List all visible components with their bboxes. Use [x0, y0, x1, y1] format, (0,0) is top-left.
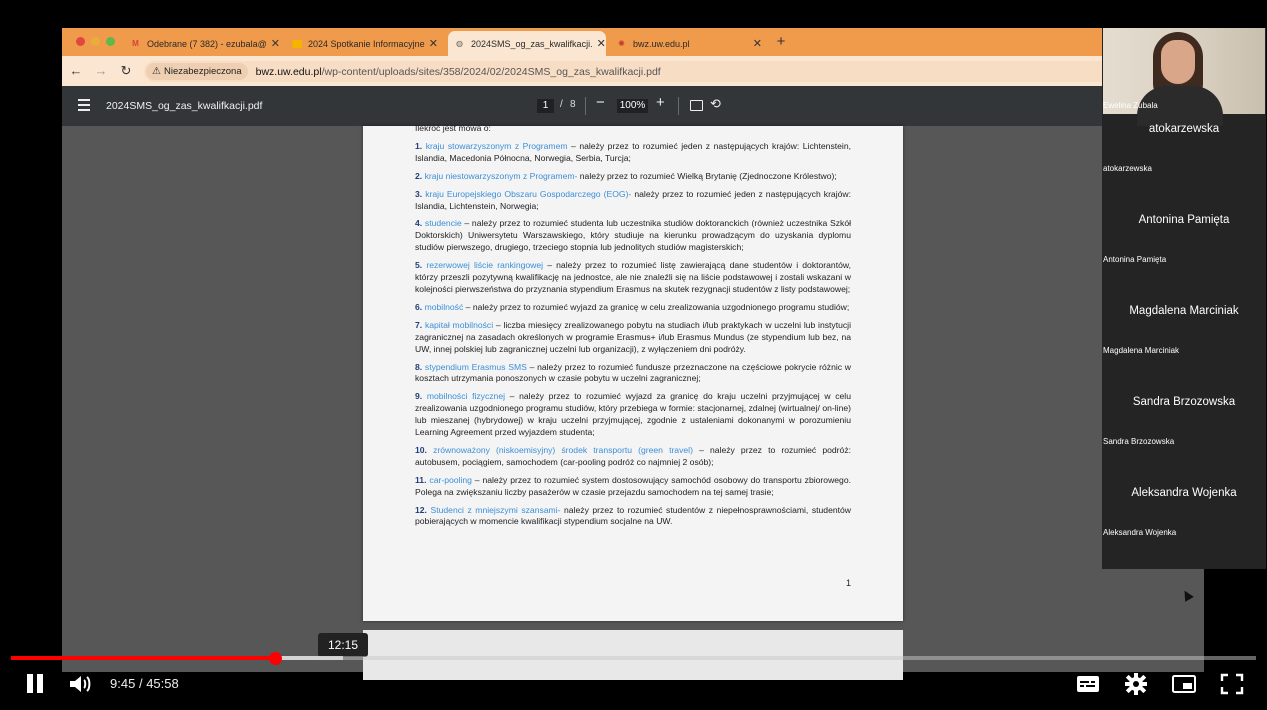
fullscreen-icon[interactable]: [1219, 672, 1245, 696]
participant-label: Antonina Pamięta: [1103, 255, 1167, 264]
url-text[interactable]: [256, 66, 661, 78]
definition-text: – należy przez to rozumieć wyjazd za granicę do kraju uczelni przyjmującej w celu zrealizowania uzgodnionego programu studiów, który przebiega w formie: stacjonarnej, zdalnej (wirtualnej/ on-line) lub mieszanej (hybrydowej) w kraju uczelni przyjmującej, zgodnie z ustaleniami dokonanymi w porozumieniu Learning Agreement przed wyjazdem studenta;: [415, 391, 851, 438]
window-maximize-dot[interactable]: [106, 37, 115, 46]
definition-item: [415, 445, 851, 469]
definition-text: – należy przez to rozumieć podróż: autobusem, pociągiem, samochodem (car-pooling podróż co najmniej 2 osób);: [415, 444, 852, 467]
menu-icon[interactable]: [78, 99, 90, 111]
tab-label: Odebrane (7 382) - ezubala@: [147, 38, 267, 49]
browser-toolbar: [62, 56, 1204, 86]
definition-item: [415, 218, 851, 254]
participant-gallery: [1102, 28, 1266, 569]
browser-tab-bar: [62, 28, 1204, 56]
zoom-out-button[interactable]: −: [596, 94, 605, 111]
toolbar-divider: [678, 97, 679, 115]
miniplayer-icon[interactable]: [1171, 672, 1197, 696]
security-label: Niezabezpieczona: [163, 66, 242, 77]
volume-icon[interactable]: [67, 672, 93, 696]
self-name-label: Ewelina Zubala: [1103, 101, 1158, 110]
definition-term: mobilność: [424, 301, 464, 312]
definition-term: kapitał mobilności: [424, 319, 494, 330]
definition-text: – należy przez to rozumieć studenta lub uczestnika studiów doktoranckich (również uczestnika Szkół Doktorskich) Uniwersytetu Warszawskiego, który studiuje na kierunku prowadzącym do uzyskania dyplomu studiów pierwszego, drugiego, trzeciego stopnia lub jednolitych studiów magisterskich;: [415, 218, 852, 253]
seek-time-tooltip: 12:15: [318, 633, 368, 657]
security-indicator[interactable]: [146, 63, 248, 80]
window-close-dot[interactable]: [76, 37, 85, 46]
browser-tab-slides[interactable]: [286, 31, 444, 56]
definition-term: studencie: [424, 218, 462, 229]
definition-term: mobilności fizycznej: [426, 391, 506, 402]
tab-label: 2024 Spotkanie Informacyjne: [308, 38, 425, 49]
definition-term: stypendium Erasmus SMS: [424, 361, 527, 372]
slides-icon: [292, 40, 302, 48]
definition-number: 2.: [415, 170, 423, 181]
played-bar: [11, 656, 275, 660]
close-tab-icon[interactable]: ✕: [270, 38, 280, 50]
address-bar[interactable]: [144, 61, 1204, 82]
definition-item: [415, 505, 851, 529]
page-separator: /: [560, 99, 563, 110]
participant-label: Aleksandra Wojenka: [1103, 528, 1177, 537]
url-host: bwz.uw.edu.pl: [255, 65, 322, 78]
pause-button[interactable]: [24, 673, 44, 695]
definition-number: 4.: [415, 218, 423, 229]
definition-number: 6.: [415, 301, 423, 312]
definition-item: [415, 475, 851, 499]
fit-page-icon[interactable]: [690, 100, 703, 111]
definition-text: – liczba miesięcy zrealizowanego pobytu na studiach i/lub praktykach w uczelni lub instytucji zagranicznej na zasadach określonych w programie Erasmus+ i/lub Erasmus Mundus (ze stypendium lub bez, na UW, innej polskiej lub zagranicznej uczelni lub organizacji), z wyłączeniem dni podróży.: [415, 319, 852, 354]
time-separator: /: [138, 676, 143, 691]
page-total: 8: [570, 99, 576, 110]
definition-number: 9.: [415, 391, 423, 402]
close-tab-icon[interactable]: ✕: [428, 38, 438, 50]
participant-label: Sandra Brzozowska: [1103, 437, 1175, 446]
rotate-icon[interactable]: ⟲: [710, 96, 721, 111]
definition-term: car-pooling: [429, 474, 472, 485]
definition-item: [415, 171, 851, 183]
duration: 45:58: [146, 676, 179, 691]
scrubber-handle[interactable]: [269, 652, 282, 665]
page-footer-number: 1: [846, 578, 852, 588]
pdf-viewport[interactable]: [62, 123, 1204, 672]
participant-tile-name: atokarzewska: [1148, 123, 1220, 135]
definition-item: [415, 391, 851, 439]
definition-text: należy przez to rozumieć Wielką Brytanię (Zjednoczone Królestwo);: [577, 170, 837, 181]
browser-tab-gmail[interactable]: [124, 31, 282, 56]
close-tab-icon[interactable]: ✕: [596, 38, 606, 50]
pdf-title: 2024SMS_og_zas_kwalifkacji.pdf: [106, 100, 263, 112]
zoom-in-button[interactable]: +: [656, 94, 665, 111]
definition-text: – należy przez to rozumieć fundusze przeznaczone na częściowe pokrycie różnic w kosztach utrzymania ponoszonych w czasie pobytu w uczelni zagranicznej;: [415, 361, 851, 384]
definition-item: [415, 141, 851, 165]
back-arrow-icon[interactable]: ←: [69, 63, 83, 78]
definition-number: 10.: [415, 444, 427, 455]
browser-tab-pdf[interactable]: [448, 31, 606, 56]
definition-number: 5.: [415, 260, 423, 271]
window-minimize-dot[interactable]: [91, 37, 100, 46]
definition-number: 7.: [415, 319, 423, 330]
gmail-icon: M: [132, 39, 139, 48]
tab-label: bwz.uw.edu.pl: [633, 38, 690, 49]
tab-label: 2024SMS_og_zas_kwalifkacji.: [471, 38, 593, 49]
forward-arrow-icon[interactable]: →: [94, 63, 108, 78]
browser-tab-bwz[interactable]: [610, 31, 768, 56]
url-path: /wp-content/uploads/sites/358/2024/02/2024SMS_og_zas_kwalifkacji.pdf: [321, 65, 661, 78]
definition-text: – należy przez to rozumieć listę zawierającą dane studentów i doktorantów, którzy przeszli pozytywną kwalifikację na jednostce, ale nie znaleźli się na liście podstawowej i zostali wskazani w kolejności pierwszeństwa do przyznania stypendium Erasmus na skutek rezygnacji studentów z listy podstawowej;: [415, 260, 851, 294]
participant-tile-name: Aleksandra Wojenka: [1131, 487, 1237, 499]
definition-item: [415, 302, 851, 314]
definition-item: [415, 362, 851, 386]
definition-term: kraju niestowarzyszonym z Programem-: [424, 170, 578, 181]
new-tab-button[interactable]: +: [776, 33, 786, 50]
definition-item: [415, 189, 851, 213]
reload-icon[interactable]: ↻: [120, 63, 132, 78]
definition-number: 8.: [415, 361, 423, 372]
definition-term: kraju stowarzyszonym z Programem: [425, 140, 568, 151]
definition-number: 12.: [415, 504, 427, 515]
document-intro: Ilekroć jest mowa o:: [415, 123, 491, 133]
definition-term: kraju Europejskiego Obszaru Gospodarczego (EOG)-: [425, 188, 632, 199]
pdf-toolbar: [62, 86, 1204, 126]
time-display: [110, 676, 179, 691]
shared-screen: [62, 28, 1239, 672]
participant-label: Magdalena Marciniak: [1103, 346, 1180, 355]
zoom-level-input[interactable]: 100%: [617, 99, 648, 113]
warning-icon: ⚠: [152, 66, 161, 77]
definition-text: – należy przez to rozumieć system dostosowujący samochód osobowy do transportu zbiorowego. Polega na zwiększaniu liczby pasażerów w czasie przejazdu samochodem na tej samej trasie;: [415, 474, 852, 497]
pdf-page-next: [363, 630, 903, 680]
globe-icon: ◍: [456, 39, 463, 48]
definition-term: rezerwowej liście rankingowej: [426, 260, 544, 271]
toolbar-divider: [585, 97, 586, 115]
definition-number: 1.: [415, 140, 423, 151]
definition-term: Studenci z mniejszymi szansami-: [430, 504, 561, 515]
page-number-input[interactable]: 1: [537, 99, 554, 113]
pdf-page: [363, 123, 903, 621]
participant-tile-name: Antonina Pamięta: [1138, 214, 1230, 226]
definition-number: 3.: [415, 188, 423, 199]
document-text: [415, 123, 851, 534]
sun-icon: ✺: [618, 39, 625, 48]
definition-text: należy przez to rozumieć jeden z następujących krajów: Islandia, Lichtenstein, Norwegia;: [415, 188, 851, 211]
definition-term: zrównoważony (niskoemisyjny) środek transportu (green travel): [433, 444, 693, 455]
definition-number: 11.: [415, 474, 427, 485]
participant-tile-name: Sandra Brzozowska: [1132, 396, 1236, 408]
participant-tile-name: Magdalena Marciniak: [1129, 305, 1239, 317]
definition-item: [415, 320, 851, 356]
close-tab-icon[interactable]: ✕: [752, 38, 762, 50]
definition-text: – należy przez to rozumieć jeden z następujących krajów: Lichtenstein, Islandia, Macedonia Północna, Norwegia, Serbia, Turcja;: [415, 140, 852, 163]
settings-gear-icon[interactable]: [1123, 672, 1149, 696]
subtitles-icon[interactable]: [1075, 672, 1101, 696]
definition-text: należy przez to rozumieć studentów z niepełnosprawnościami, studentów pobierających w momencie kwalifikacji stypendium socjalne na UW.: [415, 504, 852, 527]
definition-text: – należy przez to rozumieć wyjazd za granicę w celu zrealizowania uzgodnionego programu studiów;: [463, 301, 850, 312]
current-time: 9:45: [110, 676, 136, 691]
participant-label: atokarzewska: [1103, 164, 1152, 173]
definition-item: [415, 260, 851, 296]
mouse-cursor-icon: [1180, 588, 1194, 602]
